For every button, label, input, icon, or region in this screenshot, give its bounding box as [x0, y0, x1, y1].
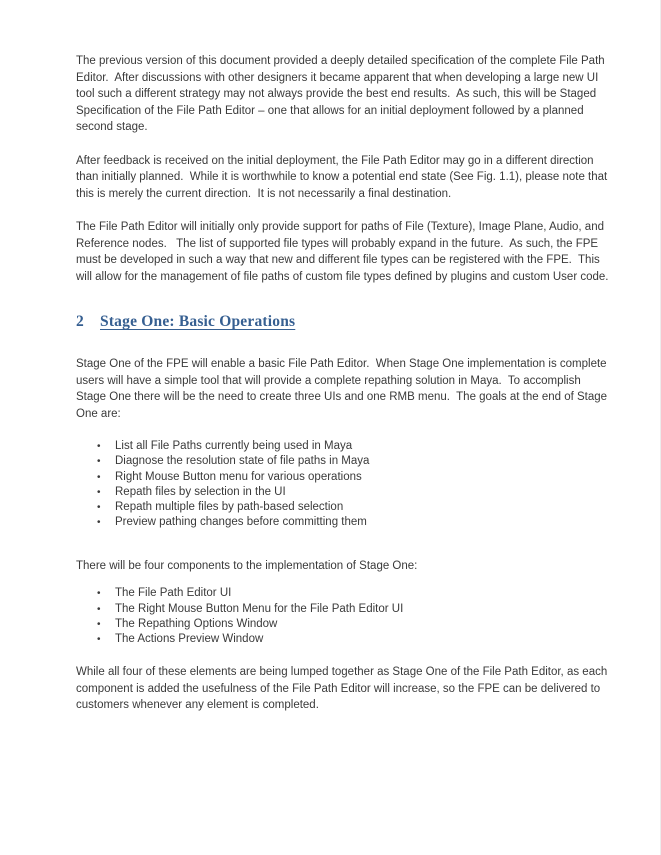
bullet-icon: •	[97, 456, 101, 468]
bullet-icon: •	[97, 441, 101, 452]
list-item	[97, 485, 613, 500]
list-item-text: The Repathing Options Window	[115, 617, 278, 630]
stage-one-intro-paragraph: Stage One of the FPE will enable a basic File Path Editor. When Stage One implementation is complete users will have a simple tool that will provide a complete repathing solution in Maya. To accomplish Stage One there will be the need to create three UIs and one RMB menu. The goals at the end of Stage One are:	[76, 358, 611, 420]
list-item-text: Preview pathing changes before committing them	[115, 516, 367, 529]
list-item	[97, 617, 613, 632]
list-item-text: The Actions Preview Window	[115, 633, 264, 646]
list-item-text: Diagnose the resolution state of file paths in Maya	[115, 455, 370, 468]
bullet-icon: •	[97, 517, 101, 529]
list-item-text: Repath files by selection in the UI	[115, 485, 286, 498]
list-item	[97, 515, 613, 530]
list-item	[97, 454, 613, 469]
list-item-text: Right Mouse Button menu for various operations	[115, 470, 362, 483]
components-intro-paragraph: There will be four components to the implementation of Stage One:	[76, 559, 418, 572]
list-item	[97, 632, 613, 647]
list-item	[97, 439, 613, 454]
list-item	[97, 500, 613, 515]
list-item	[97, 586, 613, 601]
bullet-icon: •	[97, 486, 101, 498]
intro-paragraph-3: The File Path Editor will initially only provide support for paths of File (Texture), Image Plane, Audio, and Reference nodes. The list of supported file types will probably expand in the future. As such, the FPE must be developed in such a way that new and different file types can be registered with the FPE. This will allow for the management of file paths of custom file types defined by plugins and custom User code.	[76, 221, 609, 283]
bullet-icon: •	[97, 588, 101, 600]
bullet-icon: •	[97, 618, 101, 630]
list-item-text: List all File Paths currently being used in Maya	[115, 440, 353, 452]
list-item-text: The Right Mouse Button Menu for the File Path Editor UI	[115, 602, 404, 615]
closing-paragraph: While all four of these elements are being lumped together as Stage One of the File Path Editor, as each component is added the usefulness of the File Path Editor will increase, so the FPE can be delivered to customers whenever any element is completed.	[76, 666, 611, 712]
list-item	[97, 470, 613, 485]
list-item-text: Repath multiple files by path-based selection	[115, 501, 344, 514]
intro-paragraph-2: After feedback is received on the initial deployment, the File Path Editor may go in a different direction than initially planned. While it is worthwhile to know a potential end state (See Fig. 1.1), please note that this is merely the current direction. It is not necessarily a final destination.	[76, 154, 611, 200]
section-number: 2	[76, 313, 84, 330]
bullet-icon: •	[97, 603, 101, 615]
list-item-text: The File Path Editor UI	[115, 587, 232, 600]
bullet-icon: •	[97, 471, 101, 483]
bullet-icon: •	[97, 502, 101, 514]
components-list	[76, 586, 613, 647]
section-heading	[76, 313, 613, 331]
intro-paragraph-1: The previous version of this document provided a deeply detailed specification of the complete File Path Editor. After discussions with other designers it became apparent that when developing a large new UI tool such a different strategy may not always provide the best end results. As such, this will be Staged Specification of the File Path Editor – one that allows for an initial deployment followed by a planned second stage.	[76, 55, 608, 133]
list-item	[97, 602, 613, 617]
section-title: Stage One: Basic Operations	[100, 313, 296, 330]
goals-list	[76, 439, 613, 531]
bullet-icon: •	[97, 634, 101, 646]
